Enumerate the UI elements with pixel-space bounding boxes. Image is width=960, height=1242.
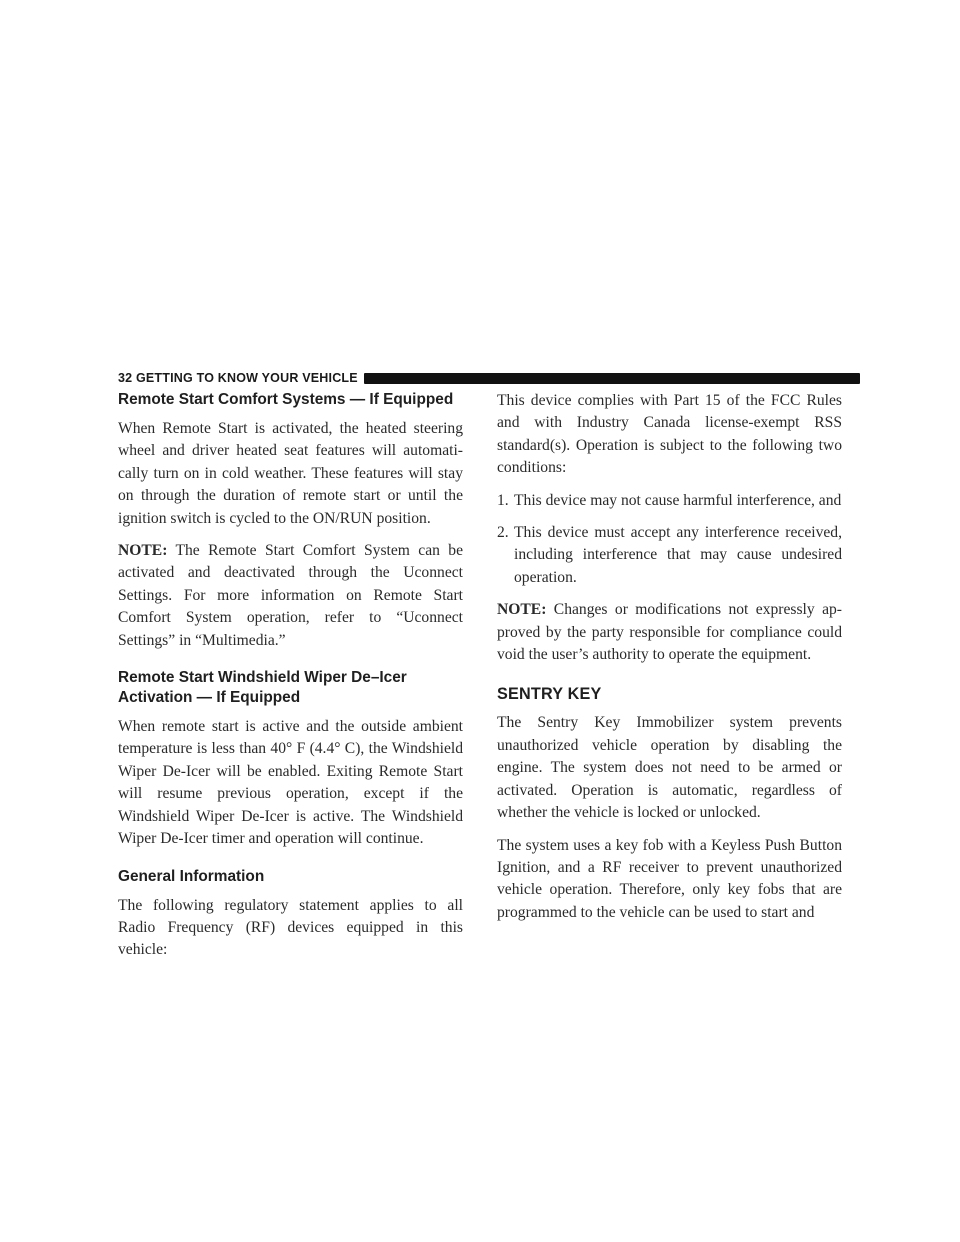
list-number: 1. [497, 491, 509, 509]
left-column [118, 390, 463, 972]
page-number-label: 32 GETTING TO KNOW YOUR VEHICLE [118, 371, 358, 385]
note-comfort-system [118, 540, 463, 652]
paragraph-general-information: The following regulatory statement applies to all Radio Frequency (RF) devices equipped in this vehicle: [118, 896, 463, 959]
right-column [497, 390, 842, 934]
heading-sentry-key: SENTRY KEY [497, 685, 602, 704]
paragraph-sentry-key-1: The Sentry Key Immobilizer system prevents unauthorized vehicle operation by disabling the engine. The system does not need to be armed or activated. Operation is automatic, regardless of whether the vehicle is locked or unlocked. [497, 714, 842, 822]
header-rule [364, 373, 860, 384]
note-text: The Remote Start Comfort System can be activated and deactivated through the Uconnect Settings. For more information on Remote Start Comfort System operation, refer to “Uconnect Settings” in “Multimedia.” [118, 542, 463, 649]
list-text: This device must accept any interference received, including interference that may cause undesired operation. [514, 524, 842, 586]
paragraph-remote-start-comfort: When Remote Start is activated, the heated steering wheel and driver heated seat features will automatically turn on in cold weather. These features will stay on through the duration of remote start or until the ignition switch is cycled to the ON/RUN position. [118, 420, 463, 527]
list-item [497, 522, 842, 589]
heading-wiper-deicer-line1: Remote Start Windshield Wiper De–Icer [118, 669, 407, 687]
note-label: NOTE: [497, 601, 547, 619]
note-text: Changes or modifications not expressly approved by the party responsible for compliance could void the user’s authority to operate the equipment. [497, 601, 842, 664]
heading-wiper-deicer [118, 668, 463, 708]
list-number: 2. [497, 524, 509, 542]
heading-remote-start-comfort: Remote Start Comfort Systems — If Equipped [118, 391, 454, 408]
paragraph-sentry-key-2: The system uses a key fob with a Keyless Push Button Ignition, and a RF receiver to prevent unauthorized vehicle operation. Therefore, only key fobs that are programmed to the vehicle can be used to start and [497, 836, 842, 921]
paragraph-fcc-intro: This device complies with Part 15 of the FCC Rules and with Industry Canada license-exempt RSS standard(s). Operation is subject to the following two conditions: [497, 392, 842, 477]
heading-general-information: General Information [118, 867, 265, 885]
page-header [118, 368, 860, 388]
list-item [497, 490, 842, 512]
paragraph-wiper-deicer: When remote start is active and the outside ambient temperature is less than 40° F (4.4° C), the Windshield Wiper De-Icer will be enabled. Exiting Remote Start will resume previous operation, except if the Windshield Wiper De-Icer is active. The Windshield Wiper De-Icer timer and operation will continue. [118, 718, 463, 848]
list-text: This device may not cause harmful interference, and [514, 491, 842, 509]
heading-wiper-deicer-line2: Activation — If Equipped [118, 689, 301, 707]
note-modifications [497, 599, 842, 666]
note-label: NOTE: [118, 542, 168, 560]
